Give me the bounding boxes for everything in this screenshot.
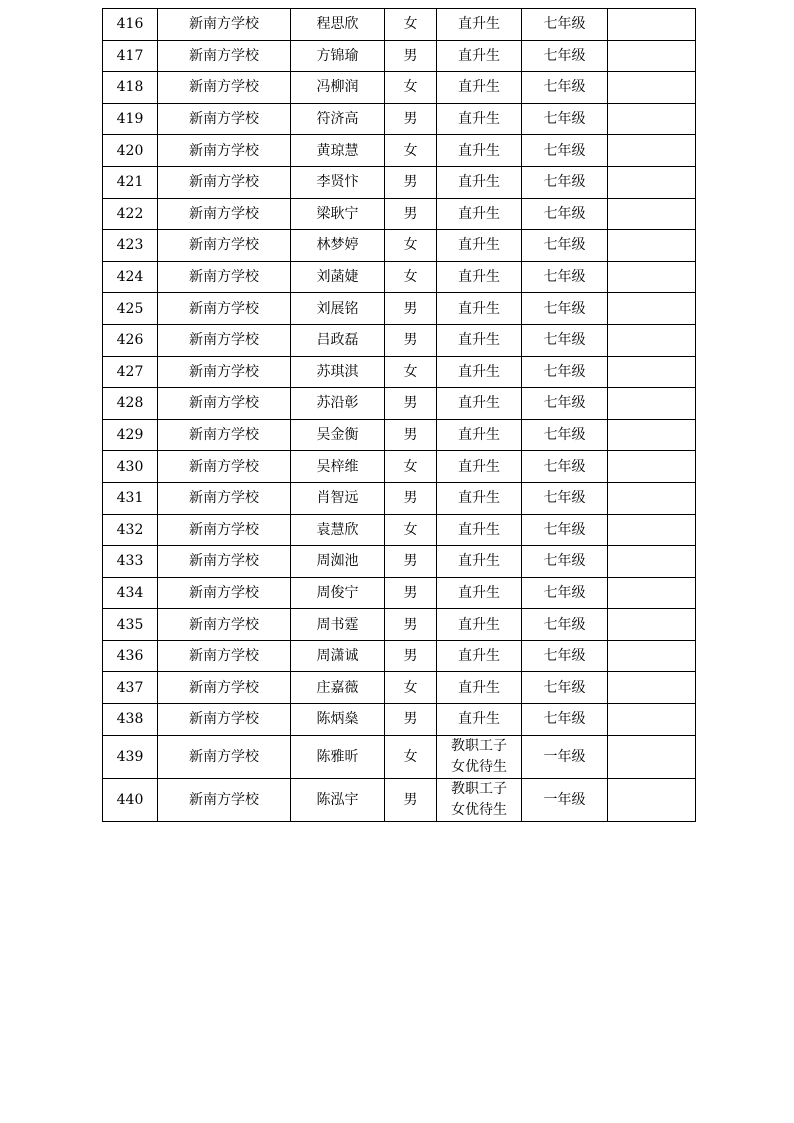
admission-type: 教职工子 女优待生 — [437, 735, 522, 778]
admission-type: 直升生 — [437, 419, 522, 451]
table-row — [103, 388, 696, 420]
student-name: 黄琼慧 — [291, 135, 385, 167]
grade-cell: 七年级 — [522, 166, 608, 198]
table-row — [103, 577, 696, 609]
student-name: 庄嘉薇 — [291, 672, 385, 704]
grade-cell: 七年级 — [522, 672, 608, 704]
table-row — [103, 672, 696, 704]
admission-type: 直升生 — [437, 198, 522, 230]
school-cell: 新南方学校 — [158, 704, 291, 736]
note-cell — [608, 546, 696, 578]
gender-cell: 男 — [385, 482, 437, 514]
table-row — [103, 198, 696, 230]
table-row — [103, 72, 696, 104]
note-cell — [608, 135, 696, 167]
gender-cell: 女 — [385, 230, 437, 262]
student-name: 林梦婷 — [291, 230, 385, 262]
gender-cell: 男 — [385, 103, 437, 135]
row-number: 435 — [103, 609, 158, 641]
grade-cell: 七年级 — [522, 198, 608, 230]
gender-cell: 女 — [385, 672, 437, 704]
table-row — [103, 166, 696, 198]
table-row — [103, 778, 696, 821]
student-name: 吴金衡 — [291, 419, 385, 451]
grade-cell: 七年级 — [522, 609, 608, 641]
table-row — [103, 704, 696, 736]
school-cell: 新南方学校 — [158, 9, 291, 41]
row-number: 440 — [103, 778, 158, 821]
row-number: 433 — [103, 546, 158, 578]
gender-cell: 女 — [385, 451, 437, 483]
gender-cell: 男 — [385, 640, 437, 672]
gender-cell: 男 — [385, 546, 437, 578]
row-number: 421 — [103, 166, 158, 198]
row-number: 417 — [103, 40, 158, 72]
table-row — [103, 9, 696, 41]
note-cell — [608, 577, 696, 609]
row-number: 438 — [103, 704, 158, 736]
note-cell — [608, 609, 696, 641]
row-number: 427 — [103, 356, 158, 388]
table-row — [103, 40, 696, 72]
table-row — [103, 640, 696, 672]
student-name: 肖智远 — [291, 482, 385, 514]
table-row — [103, 324, 696, 356]
grade-cell: 七年级 — [522, 135, 608, 167]
student-name: 苏琪淇 — [291, 356, 385, 388]
note-cell — [608, 261, 696, 293]
note-cell — [608, 198, 696, 230]
student-name: 刘菡婕 — [291, 261, 385, 293]
grade-cell: 七年级 — [522, 704, 608, 736]
school-cell: 新南方学校 — [158, 514, 291, 546]
grade-cell: 七年级 — [522, 72, 608, 104]
student-name: 陈雅昕 — [291, 735, 385, 778]
note-cell — [608, 735, 696, 778]
school-cell: 新南方学校 — [158, 166, 291, 198]
admission-type: 直升生 — [437, 451, 522, 483]
student-table — [102, 8, 696, 822]
admission-type: 直升生 — [437, 546, 522, 578]
admission-type: 直升生 — [437, 261, 522, 293]
admission-type: 直升生 — [437, 135, 522, 167]
student-name: 吕政磊 — [291, 324, 385, 356]
school-cell: 新南方学校 — [158, 135, 291, 167]
grade-cell: 七年级 — [522, 577, 608, 609]
school-cell: 新南方学校 — [158, 577, 291, 609]
school-cell: 新南方学校 — [158, 293, 291, 325]
row-number: 430 — [103, 451, 158, 483]
student-name: 梁耿宁 — [291, 198, 385, 230]
admission-type: 直升生 — [437, 640, 522, 672]
row-number: 420 — [103, 135, 158, 167]
grade-cell: 七年级 — [522, 9, 608, 41]
note-cell — [608, 103, 696, 135]
gender-cell: 男 — [385, 388, 437, 420]
note-cell — [608, 72, 696, 104]
table-row — [103, 451, 696, 483]
table-row — [103, 293, 696, 325]
admission-type: 直升生 — [437, 482, 522, 514]
grade-cell: 七年级 — [522, 230, 608, 262]
grade-cell: 七年级 — [522, 103, 608, 135]
school-cell: 新南方学校 — [158, 482, 291, 514]
row-number: 426 — [103, 324, 158, 356]
row-number: 434 — [103, 577, 158, 609]
student-name: 吴梓维 — [291, 451, 385, 483]
school-cell: 新南方学校 — [158, 103, 291, 135]
student-name: 刘展铭 — [291, 293, 385, 325]
admission-type: 直升生 — [437, 230, 522, 262]
school-cell: 新南方学校 — [158, 388, 291, 420]
school-cell: 新南方学校 — [158, 261, 291, 293]
note-cell — [608, 482, 696, 514]
grade-cell: 七年级 — [522, 388, 608, 420]
gender-cell: 男 — [385, 293, 437, 325]
gender-cell: 女 — [385, 135, 437, 167]
school-cell: 新南方学校 — [158, 672, 291, 704]
student-name: 周俊宁 — [291, 577, 385, 609]
student-name: 周书霆 — [291, 609, 385, 641]
gender-cell: 男 — [385, 198, 437, 230]
row-number: 439 — [103, 735, 158, 778]
note-cell — [608, 704, 696, 736]
note-cell — [608, 419, 696, 451]
grade-cell: 七年级 — [522, 514, 608, 546]
school-cell: 新南方学校 — [158, 356, 291, 388]
row-number: 428 — [103, 388, 158, 420]
row-number: 416 — [103, 9, 158, 41]
admission-type: 直升生 — [437, 388, 522, 420]
school-cell: 新南方学校 — [158, 451, 291, 483]
note-cell — [608, 230, 696, 262]
gender-cell: 男 — [385, 419, 437, 451]
row-number: 436 — [103, 640, 158, 672]
gender-cell: 女 — [385, 514, 437, 546]
note-cell — [608, 778, 696, 821]
gender-cell: 男 — [385, 324, 437, 356]
note-cell — [608, 324, 696, 356]
admission-type: 直升生 — [437, 356, 522, 388]
gender-cell: 男 — [385, 40, 437, 72]
table-row — [103, 482, 696, 514]
row-number: 431 — [103, 482, 158, 514]
student-name: 周洳池 — [291, 546, 385, 578]
admission-type: 直升生 — [437, 72, 522, 104]
gender-cell: 男 — [385, 609, 437, 641]
admission-type: 直升生 — [437, 672, 522, 704]
school-cell: 新南方学校 — [158, 72, 291, 104]
gender-cell: 男 — [385, 166, 437, 198]
grade-cell: 七年级 — [522, 293, 608, 325]
table-row — [103, 546, 696, 578]
student-name: 陈泓宇 — [291, 778, 385, 821]
row-number: 418 — [103, 72, 158, 104]
student-name: 袁慧欣 — [291, 514, 385, 546]
table-row — [103, 261, 696, 293]
gender-cell: 男 — [385, 704, 437, 736]
admission-type: 直升生 — [437, 514, 522, 546]
row-number: 419 — [103, 103, 158, 135]
table-row — [103, 735, 696, 778]
school-cell: 新南方学校 — [158, 609, 291, 641]
student-name: 苏沿彰 — [291, 388, 385, 420]
table-row — [103, 514, 696, 546]
grade-cell: 七年级 — [522, 546, 608, 578]
grade-cell: 七年级 — [522, 40, 608, 72]
school-cell: 新南方学校 — [158, 640, 291, 672]
row-number: 432 — [103, 514, 158, 546]
student-name: 周潇诚 — [291, 640, 385, 672]
student-name: 冯柳润 — [291, 72, 385, 104]
admission-type: 直升生 — [437, 704, 522, 736]
school-cell: 新南方学校 — [158, 419, 291, 451]
grade-cell: 一年级 — [522, 778, 608, 821]
note-cell — [608, 388, 696, 420]
school-cell: 新南方学校 — [158, 40, 291, 72]
student-name: 李贤忭 — [291, 166, 385, 198]
student-name: 符济高 — [291, 103, 385, 135]
grade-cell: 七年级 — [522, 324, 608, 356]
table-row — [103, 356, 696, 388]
table-row — [103, 135, 696, 167]
admission-type: 直升生 — [437, 609, 522, 641]
grade-cell: 七年级 — [522, 261, 608, 293]
school-cell: 新南方学校 — [158, 324, 291, 356]
student-name: 程思欣 — [291, 9, 385, 41]
table-row — [103, 419, 696, 451]
student-name: 陈炳燊 — [291, 704, 385, 736]
gender-cell: 男 — [385, 577, 437, 609]
row-number: 424 — [103, 261, 158, 293]
admission-type: 教职工子 女优待生 — [437, 778, 522, 821]
admission-type: 直升生 — [437, 9, 522, 41]
row-number: 425 — [103, 293, 158, 325]
admission-type: 直升生 — [437, 166, 522, 198]
table-row — [103, 230, 696, 262]
gender-cell: 女 — [385, 261, 437, 293]
gender-cell: 女 — [385, 72, 437, 104]
grade-cell: 七年级 — [522, 640, 608, 672]
school-cell: 新南方学校 — [158, 230, 291, 262]
grade-cell: 七年级 — [522, 356, 608, 388]
table-row — [103, 103, 696, 135]
row-number: 422 — [103, 198, 158, 230]
gender-cell: 女 — [385, 9, 437, 41]
grade-cell: 七年级 — [522, 451, 608, 483]
school-cell: 新南方学校 — [158, 198, 291, 230]
grade-cell: 一年级 — [522, 735, 608, 778]
student-name: 方锦瑜 — [291, 40, 385, 72]
note-cell — [608, 356, 696, 388]
admission-type: 直升生 — [437, 40, 522, 72]
gender-cell: 男 — [385, 778, 437, 821]
note-cell — [608, 166, 696, 198]
admission-type: 直升生 — [437, 103, 522, 135]
gender-cell: 女 — [385, 735, 437, 778]
admission-type: 直升生 — [437, 324, 522, 356]
note-cell — [608, 293, 696, 325]
gender-cell: 女 — [385, 356, 437, 388]
school-cell: 新南方学校 — [158, 546, 291, 578]
row-number: 423 — [103, 230, 158, 262]
admission-type: 直升生 — [437, 577, 522, 609]
note-cell — [608, 9, 696, 41]
school-cell: 新南方学校 — [158, 778, 291, 821]
note-cell — [608, 514, 696, 546]
grade-cell: 七年级 — [522, 419, 608, 451]
table-row — [103, 609, 696, 641]
note-cell — [608, 40, 696, 72]
grade-cell: 七年级 — [522, 482, 608, 514]
admission-type: 直升生 — [437, 293, 522, 325]
row-number: 429 — [103, 419, 158, 451]
note-cell — [608, 672, 696, 704]
school-cell: 新南方学校 — [158, 735, 291, 778]
note-cell — [608, 451, 696, 483]
note-cell — [608, 640, 696, 672]
row-number: 437 — [103, 672, 158, 704]
